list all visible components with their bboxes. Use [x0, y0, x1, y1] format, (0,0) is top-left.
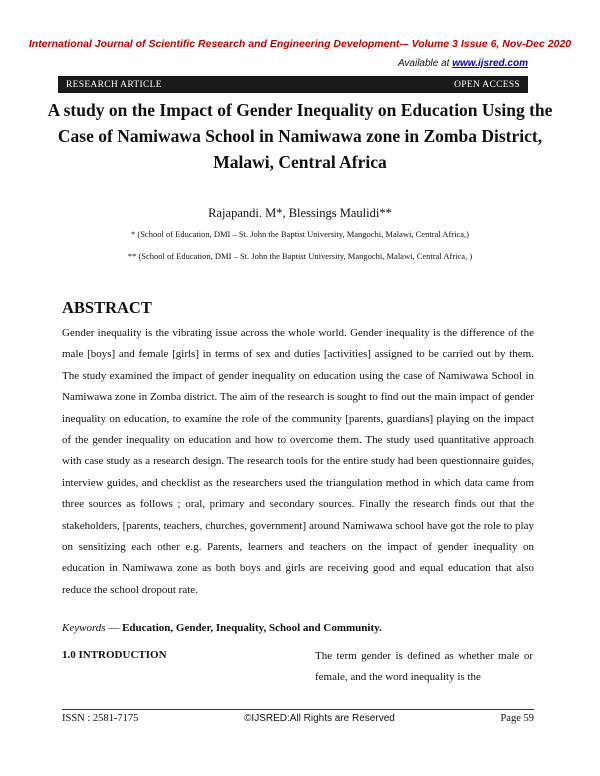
- open-access-label: OPEN ACCESS: [454, 79, 520, 90]
- author-affiliation-1: * (School of Education, DMI – St. John the Baptist University, Mangochi, Malawi, Central Africa,): [131, 229, 469, 239]
- author-affiliation-2: ** (School of Education, DMI – St. John the Baptist University, Mangochi, Malawi, Central Africa, ): [127, 251, 473, 261]
- keywords-label: Keywords: [62, 622, 106, 634]
- footer-divider: [62, 709, 534, 710]
- keywords-line: [62, 622, 542, 634]
- page-footer: [62, 713, 534, 724]
- footer-copyright: ©IJSRED:All Rights are Reserved: [244, 713, 395, 724]
- available-prefix: Available at: [397, 58, 453, 69]
- footer-issn: ISSN : 2581-7175: [62, 713, 139, 724]
- keywords-separator: —: [105, 622, 123, 634]
- footer-page-number: Page 59: [500, 713, 534, 724]
- keywords-value: Education, Gender, Inequality, School and Community.: [122, 622, 382, 634]
- availability-line: [398, 58, 528, 69]
- abstract-heading: ABSTRACT: [62, 298, 152, 317]
- introduction-heading: 1.0 INTRODUCTION: [62, 649, 167, 661]
- journal-header: International Journal of Scientific Research and Engineering Development-– Volume 3 Issue 6, Nov-Dec 2020: [28, 38, 572, 50]
- introduction-text: The term gender is defined as whether male or female, and the word inequality is the: [315, 650, 533, 684]
- article-type-bar: [58, 76, 528, 93]
- paper-authors: Rajapandi. M*, Blessings Maulidi**: [208, 206, 392, 220]
- paper-title: A study on the Impact of Gender Inequality on Education Using the Case of Namiwawa School in Namiwawa zone in Zomba District, Malawi, Central Africa: [47, 100, 553, 172]
- abstract-text: Gender inequality is the vibrating issue across the whole world. Gender inequality is the difference of the male [boys] and female [girls] in terms of sex and duties [activities] assigned to be carried out by them. The study examined the impact of gender inequality on education using the case of Namiwawa School in Namiwawa zone in Zomba district. The aim of the research is sought to find out the main impact of gender inequality on education, to examine the role of the community [parents, guardians] playing on the impact of the gender inequality on education and how to overcome them. The study used quantitative approach with case study as a research design. The research tools for the entire study had been questionnaire guides, interview guides, and checklist as the researchers used the triangulation method in which data came from three sources as follows ; oral, primary and secondary sources. Finally the research finds out that the stakeholders, [parents, teachers, churches, government] around Namiwawa school have got the role to play on sensitizing each other e.g. Parents, learners and teachers on the impact of gender inequality on education in Namiwawa zone as both boys and girls are receiving good and equal education that also reduce the school dropout rate.: [62, 327, 534, 596]
- article-type-label: RESEARCH ARTICLE: [66, 79, 162, 90]
- journal-website-link[interactable]: www.ijsred.com: [452, 58, 528, 69]
